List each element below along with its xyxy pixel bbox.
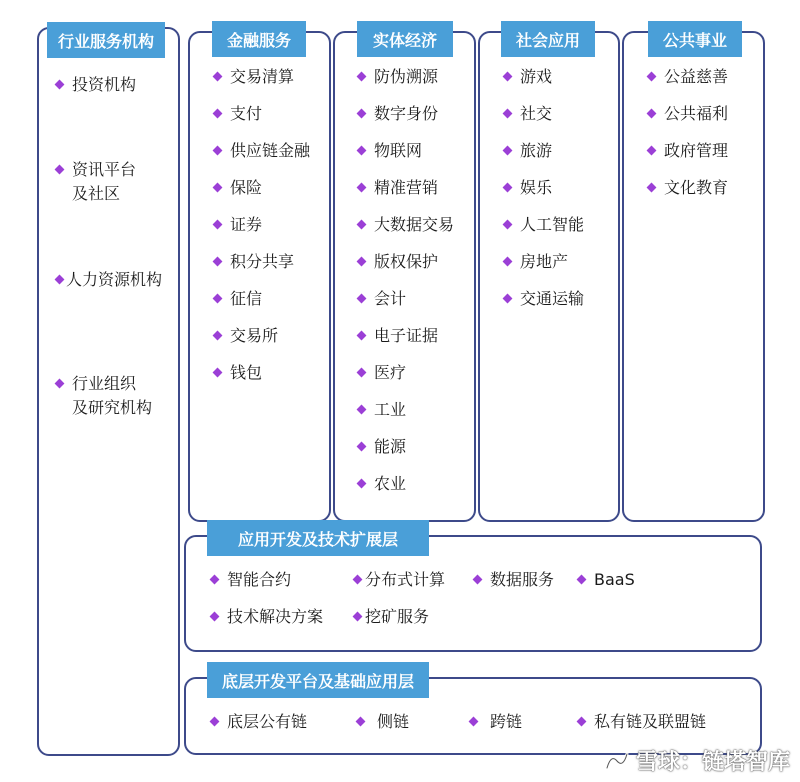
bullet-diamond-icon (213, 368, 223, 378)
app-layer-item: BaaS (578, 568, 635, 592)
social-item: 人工智能 (504, 213, 584, 237)
bullet-diamond-icon (503, 146, 513, 156)
finance-item: 交易清算 (214, 65, 310, 89)
bullet-diamond-icon (357, 146, 367, 156)
base-layer-item: 底层公有链 (211, 710, 307, 734)
bullet-diamond-icon (55, 275, 65, 285)
real-economy-list (358, 65, 454, 509)
real-economy-item: 能源 (358, 435, 454, 459)
real-economy-item: 工业 (358, 398, 454, 422)
bullet-diamond-icon (503, 109, 513, 119)
finance-item: 征信 (214, 287, 310, 311)
real-economy-item: 防伪溯源 (358, 65, 454, 89)
bullet-diamond-icon (210, 612, 220, 622)
finance-item: 交易所 (214, 324, 310, 348)
bullet-diamond-icon (357, 405, 367, 415)
social-item: 娱乐 (504, 176, 584, 200)
real-economy-item: 电子证据 (358, 324, 454, 348)
real-economy-item: 会计 (358, 287, 454, 311)
industry-item: 投资机构 (56, 73, 136, 97)
bullet-diamond-icon (473, 575, 483, 585)
real-economy-item: 农业 (358, 472, 454, 496)
app-layer-item: 技术解决方案 (211, 605, 323, 629)
finance-list (214, 65, 310, 398)
app-layer-item: 挖矿服务 (354, 605, 429, 629)
social-item: 交通运输 (504, 287, 584, 311)
bullet-diamond-icon (353, 612, 363, 622)
industry-item: 行业组织 及研究机构 (56, 372, 152, 420)
real-economy-item: 物联网 (358, 139, 454, 163)
bullet-diamond-icon (213, 146, 223, 156)
app-layer-title: 应用开发及技术扩展层 (207, 520, 429, 556)
bullet-diamond-icon (503, 257, 513, 267)
bullet-diamond-icon (213, 183, 223, 193)
real-economy-item: 数字身份 (358, 102, 454, 126)
watermark (604, 745, 790, 776)
watermark-text: 雪球：链塔智库 (635, 750, 790, 775)
public-item: 文化教育 (648, 176, 728, 200)
base-layer-item: 跨链 (470, 710, 522, 734)
bullet-diamond-icon (210, 575, 220, 585)
bullet-diamond-icon (357, 479, 367, 489)
social-item: 房地产 (504, 250, 584, 274)
bullet-diamond-icon (357, 72, 367, 82)
base-layer-item: 私有链及联盟链 (578, 710, 706, 734)
bullet-diamond-icon (357, 331, 367, 341)
bullet-diamond-icon (357, 220, 367, 230)
bullet-diamond-icon (213, 220, 223, 230)
bullet-diamond-icon (647, 72, 657, 82)
finance-item: 积分共享 (214, 250, 310, 274)
public-title: 公共事业 (648, 21, 742, 57)
bullet-diamond-icon (353, 575, 363, 585)
social-title: 社会应用 (501, 21, 595, 57)
bullet-diamond-icon (357, 294, 367, 304)
app-layer-item: 数据服务 (474, 568, 554, 592)
industry-item: 人力资源机构 (56, 268, 162, 292)
app-layer-item: 智能合约 (211, 568, 291, 592)
real-economy-item: 精准营销 (358, 176, 454, 200)
bullet-diamond-icon (357, 183, 367, 193)
finance-item: 支付 (214, 102, 310, 126)
bullet-diamond-icon (647, 183, 657, 193)
real-economy-item: 医疗 (358, 361, 454, 385)
snowball-logo-icon (604, 750, 630, 772)
bullet-diamond-icon (647, 109, 657, 119)
public-item: 政府管理 (648, 139, 728, 163)
social-list (504, 65, 584, 324)
finance-item: 证券 (214, 213, 310, 237)
bullet-diamond-icon (503, 220, 513, 230)
finance-item: 保险 (214, 176, 310, 200)
real-economy-item: 版权保护 (358, 250, 454, 274)
industry-title: 行业服务机构 (47, 22, 165, 58)
finance-item: 钱包 (214, 361, 310, 385)
base-layer-item: 侧链 (357, 710, 409, 734)
bullet-diamond-icon (503, 294, 513, 304)
bullet-diamond-icon (213, 294, 223, 304)
real-economy-item: 大数据交易 (358, 213, 454, 237)
bullet-diamond-icon (469, 717, 479, 727)
bullet-diamond-icon (356, 717, 366, 727)
bullet-diamond-icon (357, 109, 367, 119)
social-item: 社交 (504, 102, 584, 126)
base-layer-title: 底层开发平台及基础应用层 (207, 662, 429, 698)
real-economy-title: 实体经济 (357, 21, 453, 57)
bullet-diamond-icon (647, 146, 657, 156)
bullet-diamond-icon (577, 575, 587, 585)
social-item: 旅游 (504, 139, 584, 163)
bullet-diamond-icon (55, 165, 65, 175)
bullet-diamond-icon (213, 72, 223, 82)
bullet-diamond-icon (213, 331, 223, 341)
finance-item: 供应链金融 (214, 139, 310, 163)
bullet-diamond-icon (357, 368, 367, 378)
finance-title: 金融服务 (212, 21, 306, 57)
bullet-diamond-icon (213, 257, 223, 267)
bullet-diamond-icon (357, 257, 367, 267)
public-item: 公益慈善 (648, 65, 728, 89)
bullet-diamond-icon (55, 80, 65, 90)
industry-item: 资讯平台 及社区 (56, 158, 136, 206)
bullet-diamond-icon (213, 109, 223, 119)
bullet-diamond-icon (55, 379, 65, 389)
bullet-diamond-icon (503, 72, 513, 82)
social-item: 游戏 (504, 65, 584, 89)
bullet-diamond-icon (357, 442, 367, 452)
public-item: 公共福利 (648, 102, 728, 126)
app-layer-item: 分布式计算 (354, 568, 445, 592)
public-list (648, 65, 728, 213)
bullet-diamond-icon (503, 183, 513, 193)
bullet-diamond-icon (210, 717, 220, 727)
bullet-diamond-icon (577, 717, 587, 727)
